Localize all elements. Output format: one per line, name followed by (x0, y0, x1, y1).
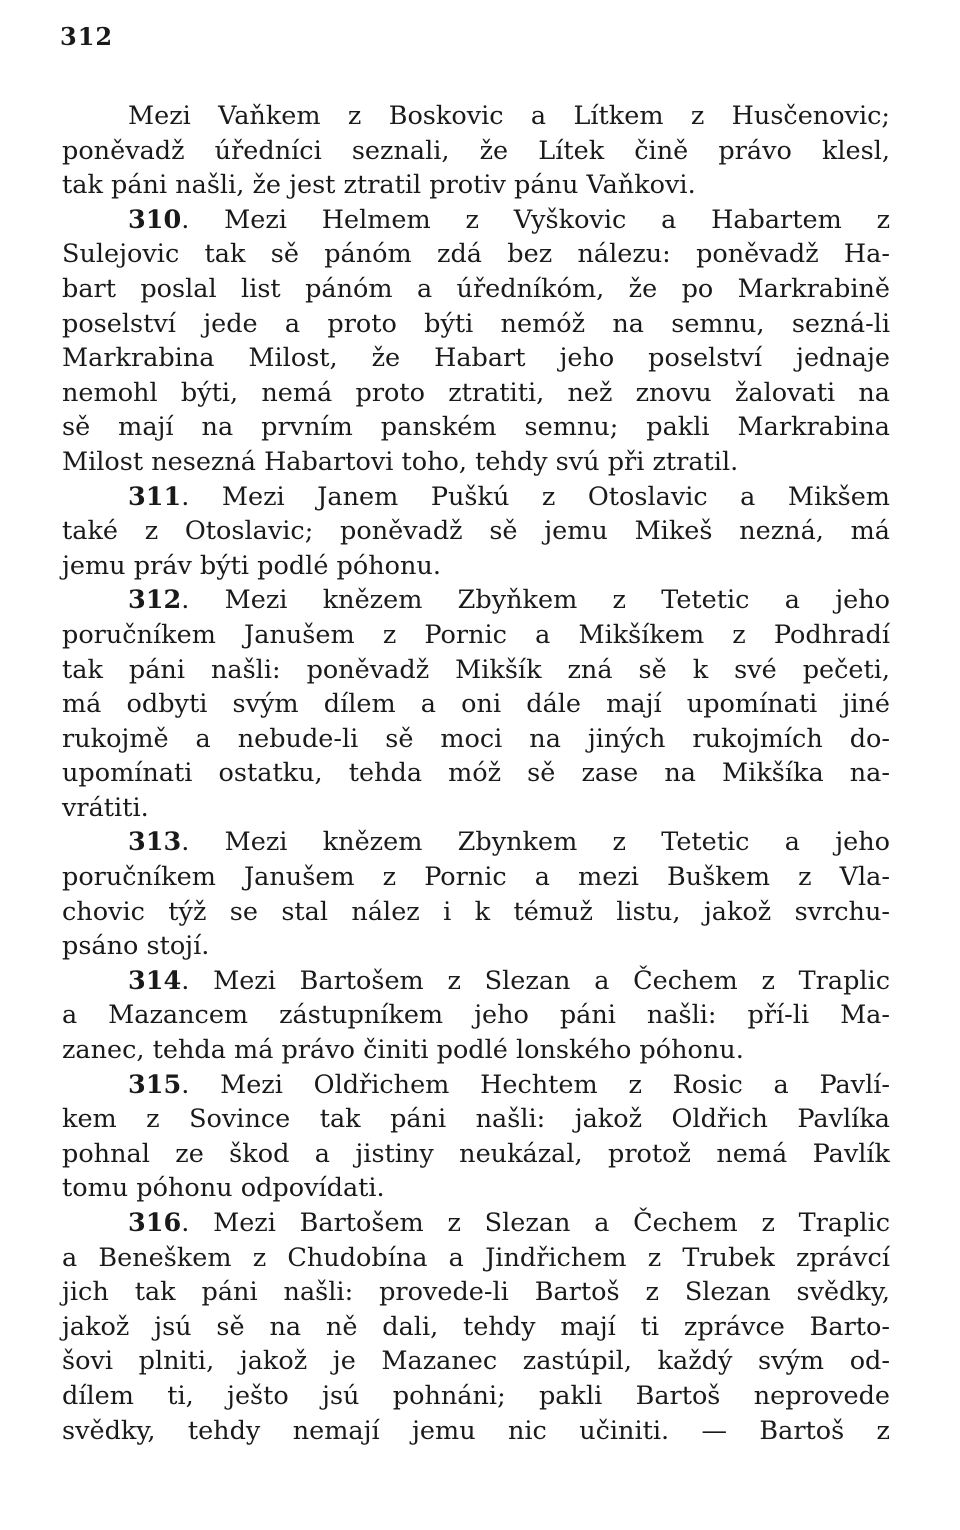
paragraph-number: 313 (128, 827, 182, 858)
text-line (62, 687, 890, 722)
text-line (62, 549, 890, 584)
line-text: a Mazancem zástupníkem jeho páni našli: pří-li Ma- (62, 1000, 890, 1031)
paragraph-start-line (62, 964, 890, 999)
line-text: . Mezi Bartošem z Slezan a Čechem z Traplic (181, 1208, 890, 1238)
line-text: rukojmě a nebude-li sě moci na jiných rukojmích do- (62, 723, 890, 754)
line-text: Sulejovic tak sě pánóm zdá bez nálezu: poněvadž Ha- (62, 239, 890, 270)
text-line (62, 1379, 890, 1414)
line-text: poručníkem Janušem z Pornic a mezi Buškem z Vla- (62, 862, 890, 893)
line-text: . Mezi knězem Zbynkem z Tetetic a jeho (181, 827, 890, 858)
text-line (62, 929, 890, 964)
text-line (62, 410, 890, 445)
line-text: pohnal ze škod a jistiny neukázal, protož nemá Pavlík (62, 1138, 890, 1169)
line-text: jakož jsú sě na ně dali, tehdy mají ti zprávce Barto- (62, 1311, 890, 1342)
text-line (62, 618, 890, 653)
text-line (62, 1102, 890, 1137)
line-text: jemu práv býti podlé póhonu. (62, 550, 441, 581)
text-line (62, 272, 890, 307)
text-line (62, 653, 890, 688)
text-line (62, 1033, 890, 1068)
line-text: . Mezi Janem Puškú z Otoslavic a Mikšem (181, 481, 890, 512)
paragraph-number: 316 (128, 1208, 182, 1238)
paragraph-start-line (62, 203, 890, 238)
line-text: . Mezi Oldřichem Hechtem z Rosic a Pavlí- (181, 1069, 890, 1100)
line-text: . Mezi Bartošem z Slezan a Čechem z Traplic (181, 965, 890, 996)
line-text: svědky, tehdy nemají jemu nic učiniti. — Bartoš z (62, 1415, 890, 1446)
text-line (62, 722, 890, 757)
text-line (62, 341, 890, 376)
line-text: šovi plniti, jakož je Mazanec zastúpil, každý svým od- (62, 1346, 890, 1377)
line-text: Mezi Vaňkem z Boskovic a Lítkem z Husčenovic; (128, 101, 890, 131)
paragraph-number: 312 (128, 585, 182, 616)
text-line (62, 1275, 890, 1310)
line-text: psáno stojí. (62, 931, 210, 962)
line-text: . Mezi Helmem z Vyškovic a Habartem z (181, 204, 890, 235)
text-line (62, 998, 890, 1033)
text-line (62, 1137, 890, 1172)
line-text: bart poslal list pánóm a úředníkóm, že po Markrabině (62, 273, 890, 304)
text-line (62, 860, 890, 895)
line-text: poselství jede a proto býti nemóž na semnu, sezná-li (62, 308, 890, 339)
line-text: Milost nesezná Habartovi toho, tehdy svú při ztratil. (62, 446, 739, 477)
text-line (62, 1241, 890, 1276)
line-text: tak páni našli, že jest ztratil protiv pánu Vaňkovi. (62, 170, 696, 201)
line-text: tak páni našli: poněvadž Mikšík zná sě k své pečeti, (62, 654, 890, 685)
text-line (62, 99, 890, 134)
paragraph-number: 315 (128, 1069, 182, 1100)
paragraph-number: 314 (128, 965, 182, 996)
line-text: dílem ti, ješto jsú pohnáni; pakli Bartoš neprovede (62, 1380, 890, 1411)
text-line (62, 1310, 890, 1345)
line-text: chovic týž se stal nález i k témuž listu, jakož svrchu- (62, 896, 890, 927)
line-text: nemohl býti, nemá proto ztratiti, než znovu žalovati na (62, 377, 890, 408)
text-line (62, 895, 890, 930)
line-text: upomínati ostatku, tehda móž sě zase na Mikšíka na- (62, 758, 890, 789)
text-line (62, 1171, 890, 1206)
line-text: poněvadž úředníci seznali, že Lítek čině právo klesl, (62, 135, 890, 166)
text-line (62, 1344, 890, 1379)
line-text: . Mezi knězem Zbyňkem z Tetetic a jeho (181, 585, 890, 616)
line-text: kem z Sovince tak páni našli: jakož Oldřich Pavlíka (62, 1104, 890, 1135)
body-text (62, 99, 890, 1448)
paragraph-start-line (62, 1206, 890, 1241)
line-text: tomu póhonu odpovídati. (62, 1173, 385, 1204)
line-text: a Beneškem z Chudobína a Jindřichem z Trubek zprávcí (62, 1242, 890, 1273)
text-line (62, 376, 890, 411)
paragraph-start-line (62, 480, 890, 515)
line-text: jich tak páni našli: provede-li Bartoš z Slezan svědky, (62, 1277, 890, 1308)
text-line (62, 168, 890, 203)
paragraph-start-line (62, 825, 890, 860)
paragraph-number: 311 (128, 481, 182, 512)
line-text: má odbyti svým dílem a oni dále mají upomínati jiné (62, 689, 890, 720)
line-text: sě mají na prvním panském semnu; pakli Markrabina (62, 412, 890, 443)
text-line (62, 756, 890, 791)
line-text: vrátiti. (62, 792, 149, 823)
paragraph-start-line (62, 583, 890, 618)
paragraph-start-line (62, 1068, 890, 1103)
text-line (62, 307, 890, 342)
text-line (62, 791, 890, 826)
text-line (62, 1414, 890, 1449)
text-line (62, 445, 890, 480)
text-line (62, 514, 890, 549)
line-text: zanec, tehda má právo činiti podlé lonského póhonu. (62, 1035, 744, 1066)
text-line (62, 134, 890, 169)
line-text: Markrabina Milost, že Habart jeho poselství jednaje (62, 343, 890, 374)
text-line (62, 237, 890, 272)
paragraph-number: 310 (128, 204, 182, 235)
line-text: také z Otoslavic; poněvadž sě jemu Mikeš nezná, má (62, 516, 890, 547)
page-number: 312 (60, 22, 114, 51)
line-text: poručníkem Janušem z Pornic a Mikšíkem z Podhradí (62, 619, 890, 650)
